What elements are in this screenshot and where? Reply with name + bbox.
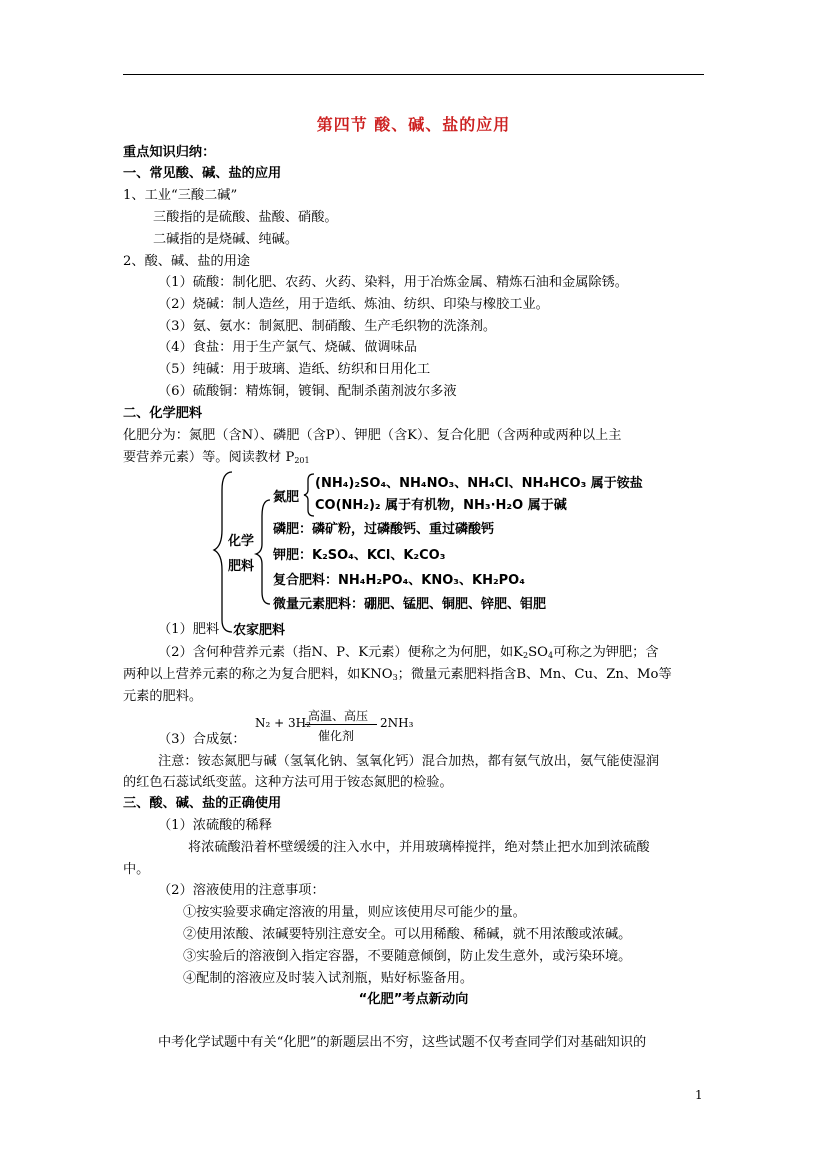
paragraph-line: 化肥分为：氮肥（含N）、磷肥（含P）、钾肥（含K）、复合化肥（含两种或两种以上主 [123,428,622,443]
paragraph-line: 二碱指的是烧碱、纯碱。 [153,232,299,247]
page-title: 第四节 酸、碱、盐的应用 [316,115,511,134]
list-item: （1）肥料 [158,622,220,637]
list-item: （2）烧碱：制人造丝，用于造纸、炼油、纺织、印染与橡胶工业。 [158,297,549,312]
equation-right: 2NH₃ [380,716,414,730]
paragraph-line: 要营养元素）等。阅读教材 $P_{201}$ [123,450,310,465]
diagram-root-label: 化学 [228,534,255,549]
paragraph-line: 的红色石蕊试纸变蓝。这种方法可用于铵态氮肥的检验。 [123,775,453,790]
paragraph-line: 元素的肥料。 [123,689,203,704]
paragraph-line: 注意：铵态氮肥与碱（氢氧化钠、氢氧化钙）混合加热，都有氨气放出，氨气能使湿润 [158,754,660,769]
section-heading-2: 二、化学肥料 [123,406,203,421]
equation-condition-below: 催化剂 [318,729,355,743]
outer-brace [214,472,232,632]
potassium-row: 钾肥：K₂SO₄、KCl、K₂CO₃ [273,548,446,563]
list-item: （1）浓硫酸的稀释 [158,818,272,833]
list-item: （1）硫酸：制化肥、农药、火药、染料，用于冶炼金属、精炼石油和金属除锈。 [158,275,628,290]
equation-left: N₂ + 3H₂ [255,716,311,730]
nitrogen-brace [304,474,314,516]
list-item: （3）氨、氨水：制氮肥、制硝酸、生产毛织物的洗涤剂。 [158,319,497,334]
list-item: ①按实验要求确定溶液的用量，则应该使用尽可能少的量。 [183,905,526,920]
paragraph-line: 两种以上营养元素的称之为复合肥料，如$KNO_3$；微量元素肥料指含B、Mn、Cu、Zn、Mo等 [123,667,672,682]
list-item: ④配制的溶液应及时装入试剂瓶，贴好标鉴备用。 [183,971,474,986]
diagram-root-label: 肥料 [228,559,255,574]
section-heading-1: 一、常见酸、碱、盐的应用 [123,166,282,181]
equation-condition-above: 高温、高压 [308,709,369,723]
nitrogen-label: 氮肥 [273,490,300,505]
section-heading-key-points: 重点知识归纳： [123,145,216,160]
paragraph-line: 2、酸、碱、盐的用途 [123,254,251,269]
list-item: （3）合成氨： [158,732,246,747]
trace-row: 微量元素肥料：硼肥、锰肥、铜肥、锌肥、钼肥 [273,597,547,612]
paragraph-line: 三酸指的是硫酸、盐酸、硝酸。 [153,210,338,225]
list-item: ②使用浓酸、浓碱要特别注意安全。可以用稀酸、稀碱，就不用浓酸或浓碱。 [183,927,632,942]
paragraph-line: （2）含何种营养元素（指N、P、K元素）便称之为何肥，如$K_2SO_4$可称之为钾肥；含 [158,645,659,660]
header-rule [123,74,704,75]
list-item: ③实验后的溶液倒入指定容器，不要随意倾倒，防止发生意外，或污染环境。 [183,949,632,964]
farm-manure-label: 农家肥料 [233,623,286,638]
paragraph-line: 将浓硫酸沿着杯壁缓缓的注入水中，并用玻璃棒搅拌，绝对禁止把水加到浓硫酸 [188,840,650,855]
compound-row: 复合肥料：NH₄H₂PO₄、KNO₃、KH₂PO₄ [273,573,525,588]
nitrogen-row: (NH₄)₂SO₄、NH₄NO₃、NH₄Cl、NH₄HCO₃ 属于铵盐 [315,476,643,491]
paragraph-line: 1、工业“三酸二碱” [123,188,238,203]
list-item: （5）纯碱：用于玻璃、造纸、纺织和日用化工 [158,362,431,377]
inner-brace [256,500,270,604]
nitrogen-row: CO(NH₂)₂ 属于有机物，NH₃·H₂O 属于碱 [315,498,567,513]
paragraph-line: 中。 [123,862,150,877]
section-heading-3: 三、酸、碱、盐的正确使用 [123,796,282,811]
paragraph-line: 中考化学试题中有关“化肥”的新题层出不穷，这些试题不仅考查同学们对基础知识的 [158,1035,647,1050]
subtitle: “化肥”考点新动向 [358,992,469,1007]
list-item: （4）食盐：用于生产氯气、烧碱、做调味品 [158,340,417,355]
equation-arrow-line [305,724,377,725]
list-item: （6）硫酸铜：精炼铜，镀铜、配制杀菌剂波尔多液 [158,384,457,399]
list-item: （2）溶液使用的注意事项： [158,883,325,898]
page-number: 1 [695,1088,703,1102]
phosphorus-row: 磷肥：磷矿粉，过磷酸钙、重过磷酸钙 [273,522,495,537]
